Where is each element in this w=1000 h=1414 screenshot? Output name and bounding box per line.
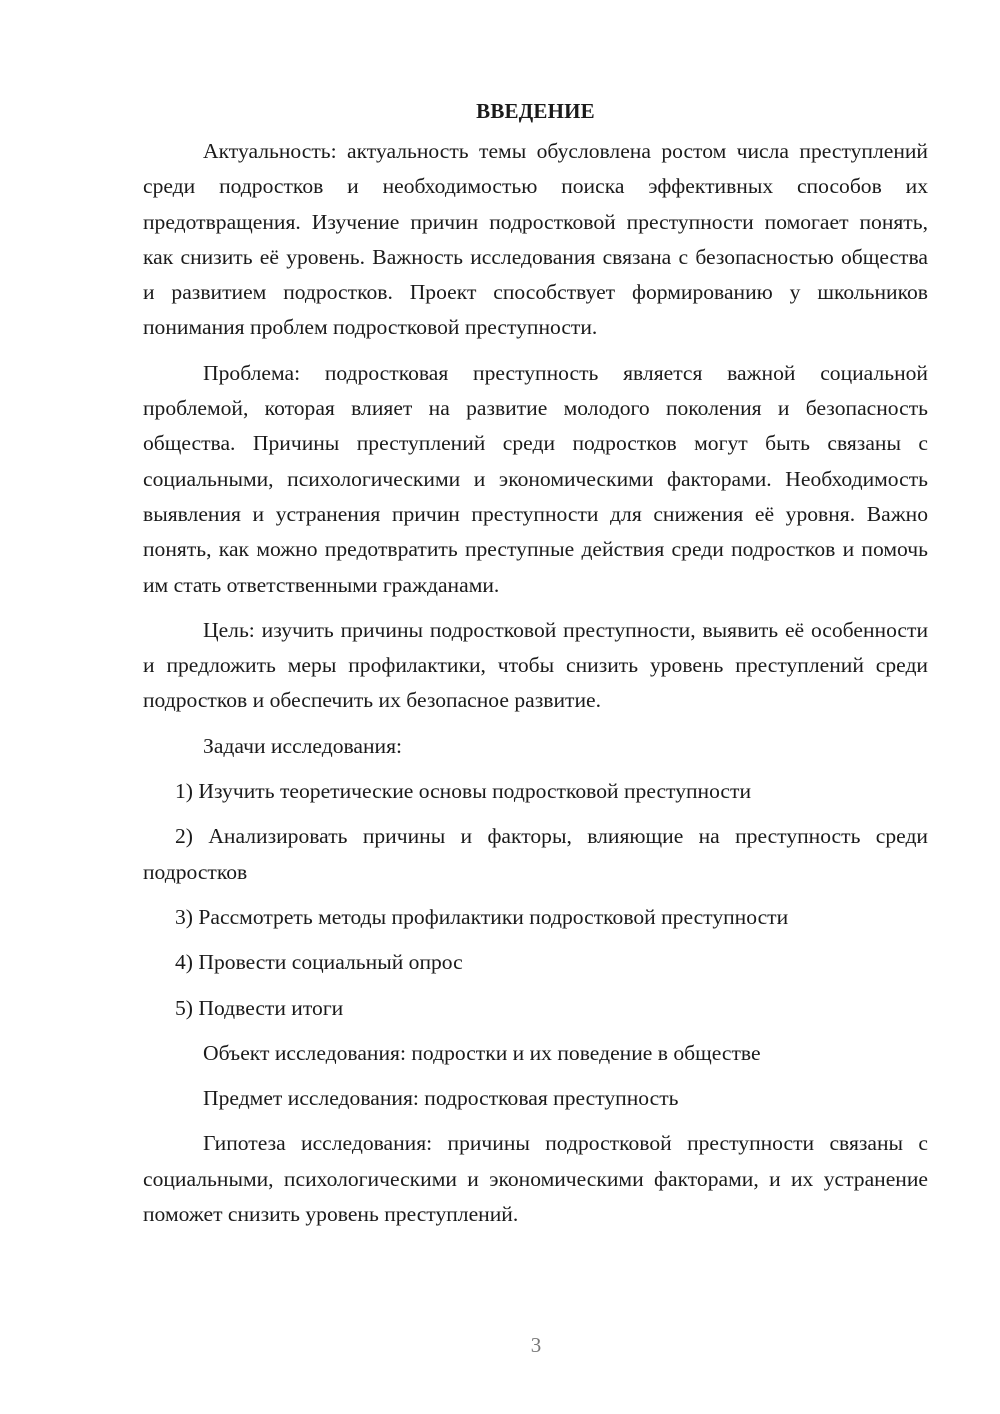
goal-paragraph: Цель: изучить причины подростковой преступности, выявить её особенности и предложить меры профилактики, чтобы снизить уровень преступлений среди подростков и обеспечить их безопасное развитие. [143,617,928,713]
task-item-4: 4) Провести социальный опрос [175,950,463,975]
document-page [143,96,928,1242]
research-object: Объект исследования: подростки и их поведение в обществе [203,1040,761,1065]
task-item-5: 5) Подвести итоги [175,995,344,1020]
relevance-paragraph: Актуальность: актуальность темы обусловлена ростом числа преступлений среди подростков и необходимостью поиска эффективных способов их предотвращения. Изучение причин подростковой преступности помогает понять, как снизить её уровень. Важность исследования связана с безопасностью общества и развитием подростков. Проект способствует формированию у школьников понимания проблем подростковой преступности. [143,139,928,340]
task-item-3: 3) Рассмотреть методы профилактики подростковой преступности [175,904,789,929]
task-item-1: 1) Изучить теоретические основы подростковой преступности [175,779,752,804]
task-item-2: 2) Анализировать причины и факторы, влияющие на преступность среди подростков [143,824,928,884]
problem-paragraph: Проблема: подростковая преступность является важной социальной проблемой, которая влияет на развитие молодого поколения и безопасность общества. Причины преступлений среди подростков могут быть связаны с социальными, психологическими и экономическими факторами. Необходимость выявления и устранения причин преступности для снижения её уровня. Важно понять, как можно предотвратить преступные действия среди подростков и помочь им стать ответственными гражданами. [143,360,928,597]
page-number: 3 [530,1333,542,1357]
section-title: ВВЕДЕНИЕ [476,99,595,123]
research-subject: Предмет исследования: подростковая преступность [203,1086,679,1111]
research-hypothesis: Гипотеза исследования: причины подростковой преступности связаны с социальными, психологическими и экономическими факторами, и их устранение поможет снизить уровень преступлений. [143,1131,928,1227]
tasks-heading: Задачи исследования: [203,733,403,758]
